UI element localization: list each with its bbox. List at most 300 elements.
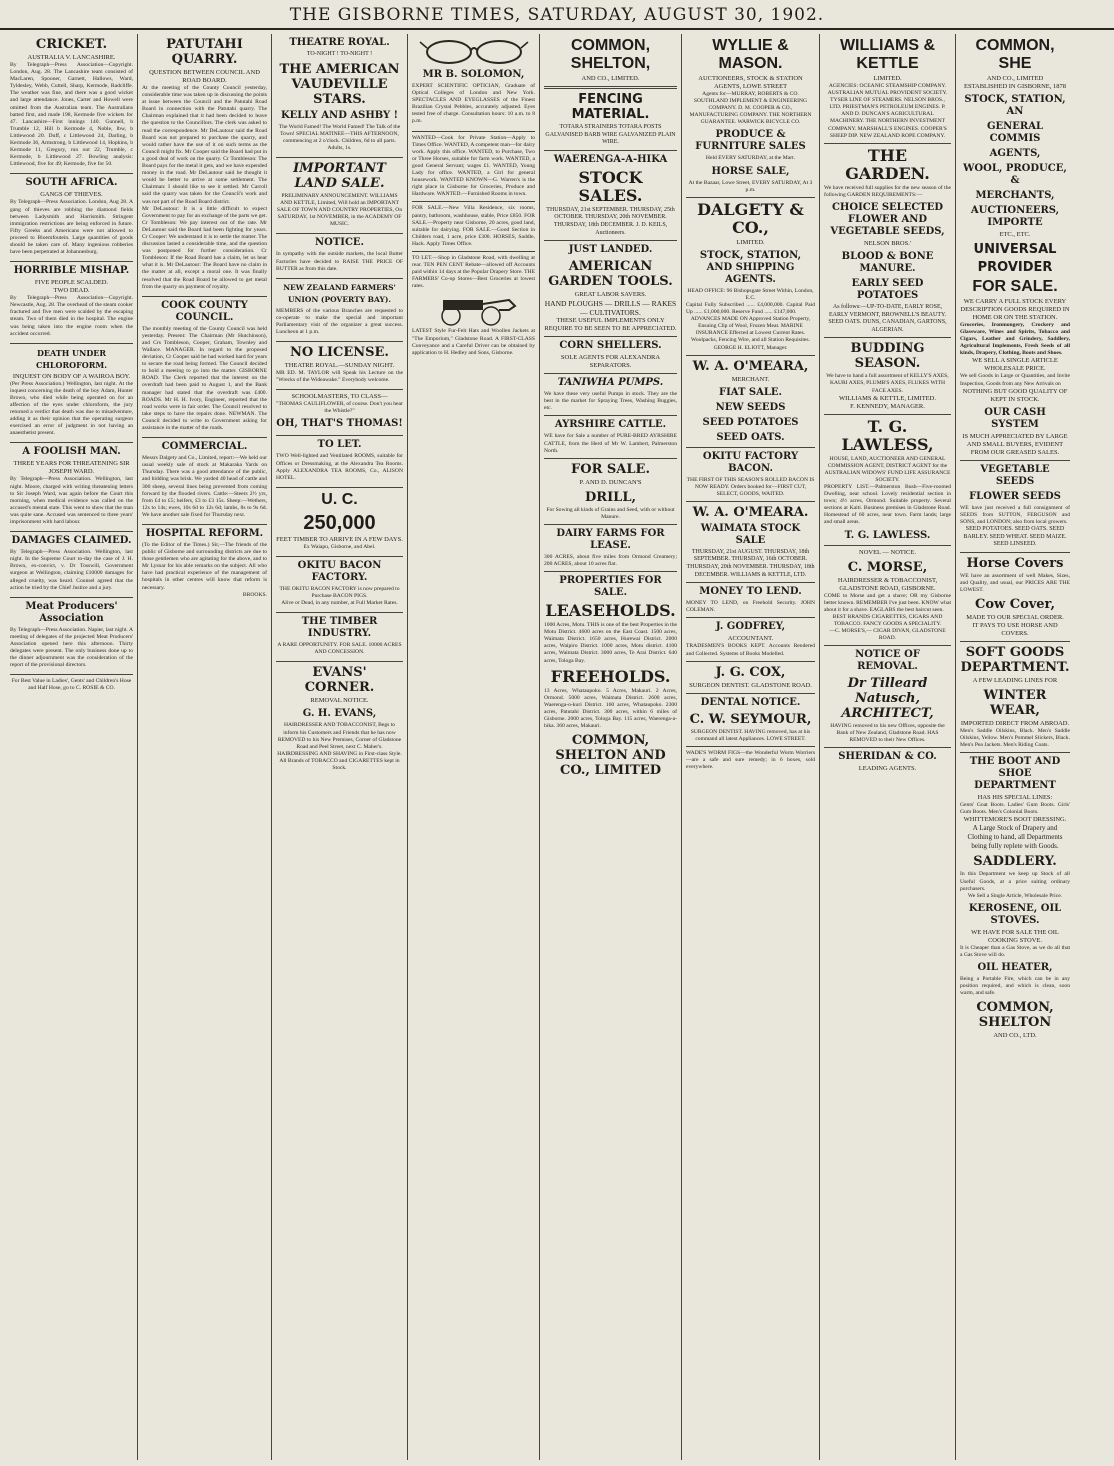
no-license-body: MR ED. M. TAYLOR will Speak his Lecture on the "Wrecks of the Wideawake." Everybody welcome. (276, 370, 403, 384)
divider (276, 661, 403, 662)
divider (544, 336, 677, 337)
saddlery-wholesale: We Sell a Single Article, Wholesale Price. (967, 892, 1063, 899)
labor-savers: GREAT LABOR SAVERS. (574, 291, 647, 299)
williams-kettle-agencies: AGENCIES: OCEANIC STEAMSHIP COMPANY. AUSTRALIAN MUTUAL PROVIDENT SOCIETY. TYSER LINE OF STEAMERS. NELSON BROS., LTD. PRIESTMAN'S PETROLEUM ENGINES. P. AND D. DUNCAN'S AGRICULTURAL MACHINERY. THE NORTHERN INVESTMENT COMPANY. MARSHALL'S ENGINES. COOPER'S SHEEP DIP. NEW ZEALAND ROPE COMPANY. (827, 83, 948, 139)
produce-sales-heading: PRODUCE & FURNITURE SALES (695, 129, 806, 153)
divider (686, 355, 815, 356)
misc-ads: TO LET.—Shop in Gladstone Road, with dwelling at rear. TEN PEN CENT Rebate—allowed off Accounts paid within 14 days at the Popular Drapery Store. THE FARMERS' Co-op Stores—Best Groceries at lowest rates. (412, 254, 535, 290)
divider (276, 556, 403, 557)
divider (544, 240, 677, 241)
south-africa-body: By Telegraph—Press Association. London, Aug 28. A gang of thieves are robbing the diamond fields between Ladysmith and Harrismith. Stringent immigration restrictions are being enforced in future. Fifty Greeks and Americans were not allowed to proceed to Bloemfoutein. Large quantities of goods should be taken care of. Many ingenious robberies have been perpetrated at Johannesburg. (10, 199, 133, 256)
damages-article (10, 535, 133, 592)
timber-amount: 250,000 (303, 511, 376, 534)
novel-notice: NOVEL — NOTICE. (859, 548, 916, 556)
divider (544, 373, 677, 374)
single-article-body: We sell Goods in Large or Quantities, and Invite Inspection, Goods from any New Arrivals on (960, 373, 1070, 387)
divider (544, 86, 677, 89)
common-shelton-heading: COMMON, SHELTON, (570, 37, 651, 72)
drill-maker: P. AND D. DUNCAN'S (579, 478, 642, 486)
divider (10, 531, 133, 532)
oil-cooking-stove: WE HAVE FOR SALE THE OIL COOKING STOVE. (971, 928, 1059, 944)
drill-heading: DRILL, (585, 489, 636, 505)
column-3 (272, 34, 408, 1460)
kennedy-manager: F. KENNEDY, MANAGER. (850, 402, 925, 410)
theatre-stars: THE AMERICAN VAUDEVILLE STARS. (279, 61, 400, 107)
cash-system-heading: OUR CASH SYSTEM (984, 406, 1046, 430)
divider (412, 201, 535, 202)
damages-heading: DAMAGES CLAIMED. (11, 535, 132, 547)
saddlery-heading: SADDLERY. (973, 854, 1057, 870)
new-seeds: NEW SEEDS (715, 401, 786, 413)
morse-body: COME to Morse and get a shave; OR my Gisborne better known. REMEMBER I've just been. KNOW what about it for a shave. EAGLABS the best haircut seen. (824, 592, 951, 613)
farmers-union-notice (276, 282, 403, 336)
garden-seeds: CHOICE SELECTED FLOWER AND VEGETABLE SEEDS, (830, 201, 945, 237)
oil-heater-body: Being a Portable Fire, which can be in any position required, and which is clean, soon warm, and safe. (960, 976, 1070, 997)
solomon-body: EXPERT SCIENTIFIC OPTICIAN, Graduate of Optical Colleges of London and New York. SPECTACLES AND EYEGLASSES of the Finest Brazilian Crystal Pebbles, accurately adjusted. Eyes tested free of charge. Consultation hours: 10 a.m. to 8 p.m. (412, 83, 535, 125)
lawless-agency: HOUSE, LAND, AUCTIONEER AND GENERAL COMMISSION AGENT, DISTRICT AGENT for the AUSTRALIAN WIDOWS' FUND LIFE ASSURANCE SOCIETY. (824, 455, 951, 483)
soft-goods-heading: SOFT GOODS DEPARTMENT. (960, 645, 1070, 675)
theatre-details: The World Famed! The World Famed! The Talk of the Town! SPECIAL MATINEE—THIS AFTERNOON, commencing at 2 o'clock. Children, 6d to all parts. Adults, 1s. (278, 123, 401, 151)
freeholds-heading: FREEHOLDS. (550, 666, 671, 686)
properties-heading: PROPERTIES FOR SALE. (559, 575, 662, 599)
blood-bone-manure: BLOOD & BONE MANURE. (841, 250, 934, 274)
horse-buggy-icon (429, 292, 519, 326)
godfrey-heading: J. GODFREY, (715, 621, 786, 633)
rosie-advert: For Best Value in Ladies', Gents' and Children's Hose and Half Hose, go to C. ROSIE & CO. (11, 678, 132, 692)
timber-industry-heading: THE TIMBER INDUSTRY. (301, 616, 378, 640)
lawless-property-list: PROPERTY LIST.—Palmerston Bush—Five-roomed Dwelling, near school. Lovely residential section in town; 4½ acres, Ormond. Suitable property. Several sections at Kaiti. Business premises in Gladstone Road. Homestead of 60 acres, near town. Farm lands; large and small areas. (824, 483, 951, 526)
timber-arrival-subheading: FEET TIMBER TO ARRIVE IN A FEW DAYS. (276, 535, 403, 543)
divider (824, 414, 951, 415)
conveyance-ads: LATEST Style Fur-Felt Hats and Woollen Jackets at "The Emporium," Gladstone Road. A FIRST-CLASS Conveyance and a Careful Driver can be obtained by application to H. Hedley and Sons, Gisborne. (412, 328, 535, 356)
divider (686, 661, 815, 662)
boot-list: Gents' Goat Boots. Ladies' Gum Boots. Girls' Gum Boots. Men's Colonial Boots. (960, 802, 1070, 816)
divider (276, 233, 403, 234)
boot-special-lines: HAS HIS SPECIAL LINES: (977, 794, 1053, 802)
hospital-signature: BROOKS. (242, 591, 267, 598)
garden-heading: THE GARDEN. (845, 145, 930, 183)
tools-list: HAND PLOUGHS — DRILLS — RAKES — CULTIVATORS. (544, 299, 677, 318)
williams-kettle-limited: LIMITED. (873, 75, 902, 82)
cow-cover-order: MADE TO OUR SPECIAL ORDER. (966, 614, 1064, 621)
leaseholds-body: 1000 Acres, Motu. THIS is one of the best Properties in the Motu District. 4600 acres on the East Coast. 1500 acres, Waimata District. 1650 acres, Hurewai District. 2000 acres, Waipiro District. 1000 acres, Motu district. 4100 acres, Waimata District. 3000 acres, Te Arai District. 640 acres, Tologa Bay. (544, 622, 677, 664)
divider (142, 296, 267, 297)
sheridan-subheading: LEADING AGENTS. (858, 765, 917, 773)
cow-cover-pays: IT PAYS TO USE HORSE AND COVERS. (972, 622, 1058, 637)
horse-sale-body: At the Bazaar, Lowe Street, EVERY SATURDAY, At 3 p.m. (688, 179, 813, 193)
seeds-list: SEED POTATOES. SEED OATS. SEED BARLEY. SEED WHEAT. SEED MAIZE. SEED LINSEED. (963, 525, 1067, 548)
cow-cover-heading: Cow Cover, (974, 597, 1055, 612)
divider (276, 435, 403, 436)
commercial-body: Messrs Dalgety and Co., Limited, report:—We held our usual weekly sale of stock at Makaraka Yards on Thursday. There was a good attendance of the public, and bidding was brisk. We yarded 40 head of cattle and 300 sheep, several lines being prevented from coming forward by the flooded rivers. Cattle:—Steers 2½ yrs, from £4 to £5; heifers, £3 to £3 15s. Sheep:—Wethers, 12s to 14s; ewes, 10s 6d to 12s 6d; lambs, 8s to 9s 6d. We have another sale fixed for Thursday next. (142, 455, 267, 518)
leading-lines: A FEW LEADING LINES FOR (972, 677, 1058, 684)
buggy-illustration (412, 292, 535, 326)
common-shelton-heading-2: COMMON, SHE (975, 37, 1055, 72)
quarry-heading: PATUTAHI QUARRY. (166, 37, 243, 67)
divider (142, 437, 267, 438)
foolish-man-subheading: THREE YEARS FOR THREATENING SIR JOSEPH WARD. (13, 460, 130, 476)
south-africa-subheading: GANGS OF THIEVES. (40, 191, 103, 199)
divider (276, 341, 403, 342)
produce-sales-body: Held EVERY SATURDAY, at the Mart. (705, 155, 796, 162)
morse-heading: C. MORSE, (847, 559, 928, 575)
cox-subheading: SURGEON DENTIST. GLADSTONE ROAD. (689, 681, 812, 689)
winter-wear-heading: WINTER WEAR, (983, 688, 1047, 718)
hospital-heading: HOSPITAL REFORM. (145, 527, 264, 539)
theatre-advert (276, 37, 403, 152)
cricket-heading: CRICKET. (35, 37, 108, 52)
theatre-heading: THEATRE ROYAL. (289, 37, 390, 48)
seymour-heading: C. W. SEYMOUR, (689, 711, 812, 727)
thomas-subheading: SCHOOLMASTERS, TO CLASS— (291, 393, 388, 401)
horse-sale-heading: HORSE SALE, (711, 165, 790, 177)
timber-arrival-body: Ex Waiapu, Gisborne, and Abel. (303, 543, 376, 550)
divider (544, 150, 677, 151)
quarry-subheading: QUESTION BETWEEN COUNCIL AND ROAD BOARD. (149, 69, 260, 84)
dalgety-office: HEAD OFFICE: 96 Bishopsgate Street Within, London, E.C. (687, 287, 814, 301)
timber-industry-body: A RARE OPPORTUNITY. FOR SALE. 10000 ACRES AND CONCESSION. (277, 642, 402, 656)
potato-list: As follows:—UP-TO-DATE, EARLY ROSE, EARLY VERMONT, BROWNELL'S BEAUTY. SEED OATS. DUNS, CANADIAN, GARTONS, ALGERIAN. (828, 303, 947, 333)
theatre-tonight: TO-NIGHT ! TO-NIGHT ! (306, 51, 373, 57)
morse-subheading: HAIRDRESSER & TOBACCONIST, GLADSTONE ROAD, GISBORNE. (837, 576, 938, 592)
cricket-subheading: AUSTRALIA V. LANCASHIRE. (27, 54, 116, 61)
cox-heading: J. G. COX, (715, 664, 786, 680)
divider (276, 157, 403, 158)
dalgety-requisites: Woolpacks, Fencing Wire, and all Station Requisites. (690, 337, 810, 344)
divider (686, 447, 815, 448)
dalgety-advances: ADVANCES MADE ON Approved Station Property, Ensuing Clip of Wool, Frozen Meat. MARINE INSURANCE Effected at Lowest Current Rates. (690, 316, 811, 337)
wanted-ads: WANTED—Cook for Private Station—Apply to Times Office. WANTED, A competent man—for dairy work. Apply this office. WANTED, to Purchase, Two or Three Horses, suitable for farm work. WANTED, a good General Servant; wages £1. WANTED, Young Lady for office. WANTED, a Girl for general housework. WANTED KNOWN—G. Warren's is the right place in Gisborne for Groceries, Produce and Hardware. WANTED.—Furnished Rooms in town. (412, 134, 535, 198)
okitu-bacon-heading: OKITU FACTORY BACON. (702, 450, 799, 474)
common-shelton-footer: COMMON, SHELTON AND CO., LIMITED (555, 733, 666, 779)
thomas-heading: OH, THAT'S THOMAS! (276, 418, 403, 430)
quarry-body: At the meeting of the County Council yesterday, considerable time was taken up in discussing the points at issue between the Council and the Patutahi Road Board in connection with the Patutahi quarry. The Chairman explained that it had been decided to leave the question to the Councillors. The clerk was asked to read the correspondence. Mr DeLautour said the Road Board was not prepared to purchase the quarry, and would rather have the use of it on such terms as the Council might fix. Mr Cooper said the Board had put in a good deal of work on the quarry. Cr Tombleson: The Board pays for the metal it gets, and we have expended money in the road. Mr DeLautour said he thought it would be better to arrive at some settlement. The Chairman: I should like to see it settled. Mr Carroll said the quarry was taken for the Council's work and was not part of the Road Board district. (142, 85, 267, 205)
solomon-heading: MR B. SOLOMON, (422, 69, 525, 80)
omeara-subheading: MERCHANT. (731, 375, 770, 383)
column-4 (408, 34, 540, 1460)
divider (824, 545, 951, 546)
evans-name: G. H. EVANS, (302, 708, 377, 720)
divider (824, 337, 951, 338)
oil-heater-heading: OIL HEATER, (977, 962, 1053, 974)
boot-dressing: WHITTEMORE'S BOOT DRESSING. (963, 816, 1067, 824)
cricket-article (10, 37, 133, 168)
chloroform-body: (Per Press Association.) Wellington, last night. At the inquest concerning the death of the boy Adam, Hunter Brown, who died while being operated on for an affection of the eyes under chloroform, the jury returned a verdict that death was due to misadventure, adding it as their opinion that the operating surgeon exercised an error of judgment in not having an anaesthetist present. (10, 380, 133, 437)
quarry-body-2: Mr DeLautour: It is a little difficult to expect Government to pay for an exchange of the parts we get. Cr Tombleson: We pay interest out of the rate. Mr DeLautour said the Board had been fighting for years. Cr Cooper: We understand it is to settle the matter. The discussion lasted a considerable time, and the question was postponed for further consideration. Cr Tombleson: If the Road Board has a claim, let us hear what it is. Mr DeLautour: The Board have no claim in the matter at all, except a moral one. It was finally resolved that the Road Board be allowed to get metal from the quarry on payment of royalty. (142, 205, 267, 290)
spectacles-logo (412, 36, 535, 66)
farmers-union-body: MEMBERS of the various Branches are requested to co-operate to make the special and important Parliamentary visit of the organizer a great success. Luncheon at 1 p.m. (276, 307, 403, 335)
stock-station-line: STOCK, STATION, AN (964, 94, 1066, 117)
chloroform-subheading: INQUEST ON BODY OF A WAIROA BOY. (12, 372, 131, 380)
etc-line: ETC., ETC. (999, 231, 1031, 238)
divider (412, 131, 535, 132)
meat-heading: Meat Producers' Association (25, 600, 118, 624)
ayrshire-heading: AYRSHIRE CATTLE. (554, 419, 667, 431)
kerosene-heading: KEROSENE, OIL STOVES. (968, 902, 1062, 926)
divider (686, 693, 815, 694)
williams-kettle-heading: WILLIAMS & KETTLE (839, 37, 936, 72)
saddlery-body: In this Department we keep up Stock of all Useful Goods, at a price suiting ordinary purchasers. (960, 871, 1070, 892)
divider (142, 524, 267, 525)
thomas-body: "THOMAS CAULIFLOWER, of course. Don't you hear the Whistle?" (276, 401, 403, 415)
divider (276, 278, 403, 279)
land-sale-heading: IMPORTANT LAND SALE. (293, 160, 386, 191)
divider (10, 597, 133, 598)
divider (276, 389, 403, 390)
stock-sales-heading: STOCK SALES. (578, 167, 643, 205)
lawless-footer: T. G. LAWLESS. (844, 529, 931, 541)
boot-department-heading: THE BOOT AND SHOE DEPARTMENT (969, 756, 1061, 792)
okitu-advert (276, 560, 403, 607)
divider (544, 458, 677, 459)
separators-agents: SOLE AGENTS FOR ALEXANDRA SEPARATORS. (560, 354, 661, 370)
foolish-man-heading: A FOOLISH MAN. (22, 446, 121, 458)
timber-industry-advert (276, 616, 403, 656)
divider (10, 261, 133, 262)
foolish-man-article (10, 446, 133, 526)
butter-notice (276, 237, 403, 272)
divider (412, 251, 535, 252)
divider (686, 197, 815, 198)
auctioneers-line: AUCTIONEERS, IMPORTE (970, 205, 1060, 228)
sheridan-heading: SHERIDAN & CO. (838, 751, 937, 763)
freeholds-body: 13 Acres, Whataupoko. 5 Acres, Makauri. 2 Acres, Ormond. 5000 acres, Waimata District. 2600 acres, Waerenga-o-kuri District. 160 acres, Whataupoko. 2300 acres, Patutahi District. 300 acres, within 6 miles of Gisborne. 2000 acres, Tologa Bay. 115 acres, Waerenga-a-hika. 360 acres, Makauri. (544, 687, 677, 730)
stock-sales-dates: THURSDAY, 21st SEPTEMBER. THURSDAY, 25th OCTOBER. THURSDAY, 20th NOVEMBER. THURSDAY, 18th DECEMBER. J. D. KEILS, Auctioneers. (546, 206, 675, 236)
full-stock-line: WE CARRY A FULL STOCK EVERY DESCRIPTION GOODS REQUIRED IN HOME OR ON THE STATION. (960, 298, 1070, 321)
omeara-heading: W. A. O'MEARA, (692, 358, 809, 374)
mishap-subheading-2: TWO DEAD. (53, 287, 90, 295)
waimata-sale-dates: THURSDAY, 21st AUGUST. THURSDAY, 18th SEPTEMBER. THURSDAY, 16th OCTOBER. THURSDAY, 20th NOVEMBER. THURSDAY, 18th DECEMBER. WILLIAMS & KETTLE, LTD. (686, 548, 815, 578)
okitu-bacon-body: THE FIRST OF THIS SEASON'S ROLLED BACON IS NOW READY. Orders booked for—FIRST CUT, SELECT, GOODS, WAITED. (686, 476, 815, 497)
divider (686, 582, 815, 583)
land-sale-advert (276, 161, 403, 228)
nelson-bros: NELSON BROS.' (863, 239, 912, 247)
fiat-sale: FIAT SALE. (718, 386, 783, 398)
county-council-body: The monthly meeting of the County Council was held yesterday. Present: The Chairman (Mr Hutchinson), and Crs Tombleson, Cooper, Graham, Townley and Wallace. MANAGER. In regard to the proposed deviation, Cr Cooper said he had worked hard for years to secure the road being formed. The Council decided to hold a meeting to go into the matter. GISBORNE ROAD. The Clerk reported that the interest on the overdraft had been paid to August 1, and the Bank manager had stated that the overdraft was £400. ROADS. Mr H. H. Ivory, Engineer, reported that the road works were in fair order. The Council resolved to take steps to have the repairs done. NEWMAN. The Council decided to write to Government asking for assistance in the matter of the roads. (142, 325, 267, 432)
horse-covers-body: WE have an assortment of well Makes, Sizes, and Quality, and usual, our PRICES ARE THE LOWEST. (960, 572, 1070, 593)
wyllie-mason-heading: WYLLIE & MASON. (712, 37, 789, 72)
masthead-title: THE GISBORNE TIMES, SATURDAY, AUGUST 30, 1902. (289, 5, 825, 25)
newspaper-columns (6, 34, 1108, 1460)
mishap-article (10, 265, 133, 338)
evans-advert (276, 665, 403, 772)
okitu-body: THE OKITU BACON FACTORY is now prepared to Purchase BACON PIGS. (279, 585, 400, 600)
agents-line: AGENTS, (989, 148, 1041, 159)
general-commission: GENERAL COMMIS (986, 121, 1044, 144)
divider (960, 552, 1070, 553)
divider (686, 746, 815, 747)
common-shelton-limited: AND CO., LIMITED (986, 75, 1044, 82)
butter-notice-body: In sympathy with the outside markets, the local Butter Factories have decided to RAISE THE PRICE OF BUTTER as from this date. (276, 251, 403, 272)
solomon-advert (412, 69, 535, 126)
waerenga-heading: WAERENGA-A-HIKA (553, 153, 668, 165)
hospital-article (142, 528, 267, 599)
just-landed-heading: JUST LANDED. (568, 244, 653, 256)
butter-notice-heading: NOTICE. (314, 237, 365, 249)
horse-covers-heading: Horse Covers (966, 555, 1064, 571)
divider (686, 501, 815, 502)
divider (10, 173, 133, 174)
divider (824, 747, 951, 748)
common-shelton-ltd: AND CO., LTD. (993, 1032, 1037, 1040)
provider-line: PROVIDER (977, 260, 1053, 275)
established-line: ESTABLISHED IN GISBORNE, 1878 (963, 83, 1067, 90)
universal-line: UNIVERSAL (973, 242, 1057, 257)
column-6 (682, 34, 820, 1460)
wool-produce: WOOL, PRODUCE, & (963, 163, 1067, 186)
evans-heading: EVANS' CORNER. (304, 665, 375, 696)
no-license-advert (276, 345, 403, 384)
good-quality-line: NOTHING BUT GOOD QUALITY OF KEPT IN STOCK. (962, 387, 1068, 403)
evans-body: HAIRDRESSER AND TOBACCONIST, Begs to inform his Customers and Friends that he has now REMOVED to his New Premises, Corner of Gladstone Road and Peel Street, next C. Maher's. HAIRDRESSING AND SHAVING in First-class Style. All Brands of TOBACCO and CIGARETTES kept in Stock. (277, 722, 402, 771)
theatre-performers: KELLY AND ASHBY ! (280, 109, 399, 121)
garden-tools-heading: AMERICAN GARDEN TOOLS. (548, 259, 673, 290)
natusch-heading: Dr Tilleard Natusch, ARCHITECT, (841, 676, 934, 722)
divider (544, 571, 677, 572)
damages-body: By Telegraph—Press Association. Wellington, last night. In the Supreme Court to-day the case of J. H. Brown, ex-convict, v. Dr Tosswill, Government surgeon at Wellington, claiming £10000 damages for alleged cruelty, was heard. Counsel agreed that the action be tried by the Chief Justice and a jury. (10, 549, 133, 591)
dalgety-limited: LIMITED. (736, 238, 765, 246)
winter-wear-list: Men's Saddle Oilskins, Black. Men's Saddle Oilskins, Yellow. Men's Pommel Slickers, Black. Men's Pea Jackets. Men's Riding Coats. (960, 728, 1070, 749)
seed-potatoes: SEED POTATOES (702, 416, 799, 428)
corn-shellers-heading: CORN SHELLERS. (559, 340, 662, 352)
no-license-heading: NO LICENSE. (290, 345, 389, 361)
taniwha-heading: TANIWHA PUMPS. (557, 377, 664, 389)
seymour-body: SURGEON DENTIST. HAVING removed, has at his command all latest Appliances. LOWE STREET. (690, 728, 811, 742)
cricket-body: By Telegraph—Press Association—Copyright. London, Aug. 28. The Lancashire team consisted of MacLaren, Spooner, Garnett, Hallows, Ward, Tyldesley, Webb, Cuttell, Sharp, Kermode, Radcliffe. The weather was fine, and there was a good wicket and large attendance. Jones, Carter and Howell were omitted from the Australian team. The Australians batted first, and made 198, Kermode five wickets for 47. Lancashire—First innings 140. Gunnell, b Trumble 12, Hill b Kermode 4, Noble, lbw, b Littlewood 20. Duff, c Littlewood 24, Darling, b Kermode 36, Armstrong, b Littlewood 14, Hopkins, b Kermode 11, Gregory, run out 22, Trumble, c Kermode, b Littlewood 27. Bowling analysis: Littlewood, five for 49; Kermode, five for 50. (10, 62, 133, 168)
waimata-sale-heading: WAIMATA STOCK SALE (700, 522, 801, 546)
omeara-heading-2: W. A. O'MEARA. (692, 504, 809, 520)
divider (686, 617, 815, 618)
budding-heading: BUDDING SEASON. (850, 341, 925, 372)
common-shelton-footer-2: COMMON, SHELTON (976, 1000, 1054, 1031)
goods-list: Groceries, Ironmongery, Crockery and Glassware, Wines and Spirits, Tobacco and Cigars, Leather and Grindery, Saddlery, Agricultural Implements, Fresh Seeds of all kinds, Drapery, Clothing, Boots and Shoes. (960, 322, 1070, 357)
divider (10, 674, 133, 675)
divider (960, 460, 1070, 461)
divider (276, 487, 403, 488)
evans-subheading: REMOVAL NOTICE. (310, 697, 369, 705)
divider (10, 442, 133, 443)
kerosene-body: It is Cheaper than a Gas Stove, as we do all that a Gas Stove will do. (960, 944, 1070, 958)
drapery-stock: A Large Stock of Drapery and Clothing to hand, all Departments being fully replete with Goods. (967, 824, 1063, 851)
money-body: MONEY TO LEND, on Freehold Security. JOHN COLEMAN. (686, 600, 815, 614)
fencing-heading: FENCING MATERIAL. (571, 92, 650, 122)
to-let-advert (276, 439, 403, 481)
mishap-subheading: FIVE PEOPLE SCALDED. (34, 279, 109, 287)
for-sale-ads: FOR SALE.—New Villa Residence, six rooms, pantry, bathroom, washhouse, stable, Price £850. FOR SALE.—Property near Gisborne, 20 acres, good land, suitable for dairying. FOR SALE.—Good Section in Childers road, 1 acre, price £300. HORSES, Saddle, Hack. Apply Times Office. (412, 205, 535, 247)
leaseholds-heading: LEASEHOLDS. (545, 601, 676, 621)
vegetable-seeds-heading: VEGETABLE SEEDS (980, 463, 1050, 487)
okitu-body-2: Alive or Dead, in any number, at Full Market Rates. (281, 600, 398, 607)
to-let-heading: TO LET. (317, 439, 362, 451)
drill-sale-heading: FOR SALE. (571, 461, 650, 477)
uc-heading: U. C. (321, 490, 358, 508)
mishap-heading: HORRIBLE MISHAP. (13, 265, 130, 277)
dental-notice-heading: DENTAL NOTICE. (700, 696, 801, 708)
dairy-farms-body: 300 ACRES, about five miles from Ormond Creamery; 200 ACRES, about 10 acres flat. (544, 553, 677, 567)
divider (276, 612, 403, 613)
seeds-body: WE have just received a full consignment of SEEDS from SUTTON, FERGUSON and SONS, and LONDON; also from local growers. (960, 504, 1070, 525)
okitu-heading: OKITU BACON FACTORY. (297, 559, 382, 583)
divider (824, 645, 951, 646)
mishap-body: By Telegraph—Press Association—Copyright. Newcastle, Aug. 28. The overhead of the steam cooker fractured and five men were scalded by the escaping steam. Two of them died in the hospital. The engine was being taken into the engine room when the accident occurred. (10, 295, 133, 337)
divider (10, 343, 133, 344)
thomas-advert (276, 393, 403, 430)
natusch-body: HAVING removed to his new Offices, opposite the Bank of New Zealand, Gladstone Road. HAS REMOVED to their New Offices. (830, 723, 945, 744)
foolish-man-body: By Telegraph—Press Association. Wellington, last night. Moore, charged with writing threatening letters to Sir Joseph Ward, was again before the Court this morning, when medical evidence was called on the accused's mental state. This went to show that the man was quite sane. Accused was sentenced to three years' imprisonment with hard labour. (10, 476, 133, 526)
column-8 (956, 34, 1070, 1460)
morse-divan: —C. MORSE'S,— CIGAR DIVAN, GLADSTONE ROAD. (829, 628, 946, 642)
single-article-line: WE SELL A SINGLE ARTICLE WHOLESALE PRICE. (972, 357, 1058, 373)
wyllie-mason-subheading: AUCTIONEERS, STOCK & STATION AGENTS, LOWE STREET (698, 75, 803, 90)
dalgety-capital: Capital Fully Subscribed ...... £4,000,000. Capital Paid Up ...... £1,000,000. Reserve Fund ...... £147,000. (686, 301, 815, 316)
drill-body: For Sowing all kinds of Grains and Seed, with or without Manure. (546, 506, 675, 520)
land-sale-body: PRELIMINARY ANNOUNCEMENT. WILLIAMS AND KETTLE, Limited, Will hold an IMPORTANT SALE OF TOWN AND COUNTRY PROPERTIES, On SATURDAY, 1st NOVEMBER, in the ACADEMY OF MUSIC. (276, 192, 403, 228)
meat-body: By Telegraph—Press Association. Napier, last night. A meeting of delegates of the projected Meat Producers' Association opened here this afternoon. Thirty delegates were present. The only business done up to the dinner adjournment was the consideration of the report of the provisional directors. (10, 626, 133, 669)
godfrey-body: TRADESMEN'S BOOKS KEPT. Accounts Rendered and Collected. Systems of Books Modelled. (686, 643, 815, 657)
money-heading: MONEY TO LEND. (699, 586, 802, 598)
williams-kettle-footer: WILLIAMS & KETTLE, LIMITED. (839, 394, 936, 402)
chloroform-article (10, 347, 133, 438)
merchants-line: MERCHANTS, (975, 190, 1055, 201)
to-let-body: TWO Well-lighted and Ventilated ROOMS, suitable for Offices or Dressmaking, at the Alexandra Tea Rooms. Apply ALEXANDRA TEA ROOMS, Co., ALISON HOTEL. (276, 453, 403, 481)
quarry-article (142, 37, 267, 291)
commercial-heading: COMMERCIAL. (161, 441, 248, 453)
timber-arrival-advert (276, 491, 403, 551)
dalgety-agents: STOCK, STATION, AND SHIPPING AGENTS. (699, 249, 802, 285)
meat-article (10, 601, 133, 670)
column-1 (6, 34, 138, 1460)
dalgety-manager: GEORGE H. ELIOTT, Manager. (713, 344, 788, 351)
removal-notice-heading: NOTICE OF REMOVAL. (855, 649, 920, 673)
divider (544, 524, 677, 525)
budding-body: We have to hand a full assortment of KELLY'S AXES, KAURI AXES, PLUMB'S AXES, FLUKES WITH FACE AXES. (826, 373, 949, 394)
masthead (0, 0, 1114, 30)
fencing-list: TOTARA STRAINERS TOTARA POSTS GALVANISED BARB WIRE GALVANIZED PLAIN WIRE. (545, 124, 676, 146)
divider (824, 143, 951, 144)
flower-seeds-heading: FLOWER SEEDS (969, 490, 1061, 502)
county-council-article (142, 300, 267, 432)
commercial-article (142, 441, 267, 519)
lawless-heading: T. G. LAWLESS, (841, 416, 934, 454)
taniwha-body: We have these very useful Pumps in stock. They are the best in the market for Spraying Trees, Washing Buggies, etc. (544, 391, 677, 412)
county-council-heading: COOK COUNTY COUNCIL. (161, 299, 248, 323)
divider (544, 415, 677, 416)
no-license-subheading: THEATRE ROYAL.—SUNDAY NIGHT. (284, 362, 395, 370)
south-africa-heading: SOUTH AFRICA. (25, 177, 118, 189)
column-5 (540, 34, 682, 1460)
cash-system-body: IS MUCH APPRECIATED BY LARGE AND SMALL BUYERS, EVIDENT FROM OUR GREASED SALES. (962, 432, 1068, 456)
dalgety-heading: DALGETY & CO., (697, 199, 804, 237)
garden-body: We have received full supplies for the new season of the following GARDEN REQUIREMENTS:— (824, 184, 951, 198)
dairy-farms-heading: DAIRY FARMS FOR LEASE. (556, 527, 665, 551)
ayrshire-body: WE have for Sale a number of PURE-BRED AYRSHIRE CATTLE, from the Herd of Mr W. Lambert, Palmerston North. (544, 433, 677, 454)
worm-figs-advert: WADE'S WORM FIGS—the Wonderful Worm Worriers—are a safe and sure remedy; in 6 boxes, sold everywhere. (686, 749, 815, 770)
imported-line: IMPORTED DIRECT FROM ABROAD. (960, 720, 1070, 727)
tools-tagline: THESE USEFUL IMPLEMENTS ONLY REQUIRE TO BE SEEN TO BE APPRECIATED. (544, 317, 677, 333)
south-africa-article (10, 177, 133, 256)
seed-oats: SEED OATS. (716, 431, 785, 443)
early-seed-potatoes: EARLY SEED POTATOES (851, 277, 924, 301)
for-sale-heading: FOR SALE. (972, 278, 1058, 295)
farmers-union-heading: NEW ZEALAND FARMERS' UNION (POVERTY BAY). (283, 282, 396, 304)
common-shelton-subheading: AND CO., LIMITED. (581, 75, 640, 82)
chloroform-heading: DEATH UNDER CHLOROFORM. (35, 347, 108, 370)
spectacles-icon (419, 36, 529, 66)
divider (960, 641, 1070, 642)
column-7 (820, 34, 956, 1460)
column-2 (138, 34, 272, 1460)
godfrey-subheading: ACCOUNTANT. (727, 635, 774, 643)
